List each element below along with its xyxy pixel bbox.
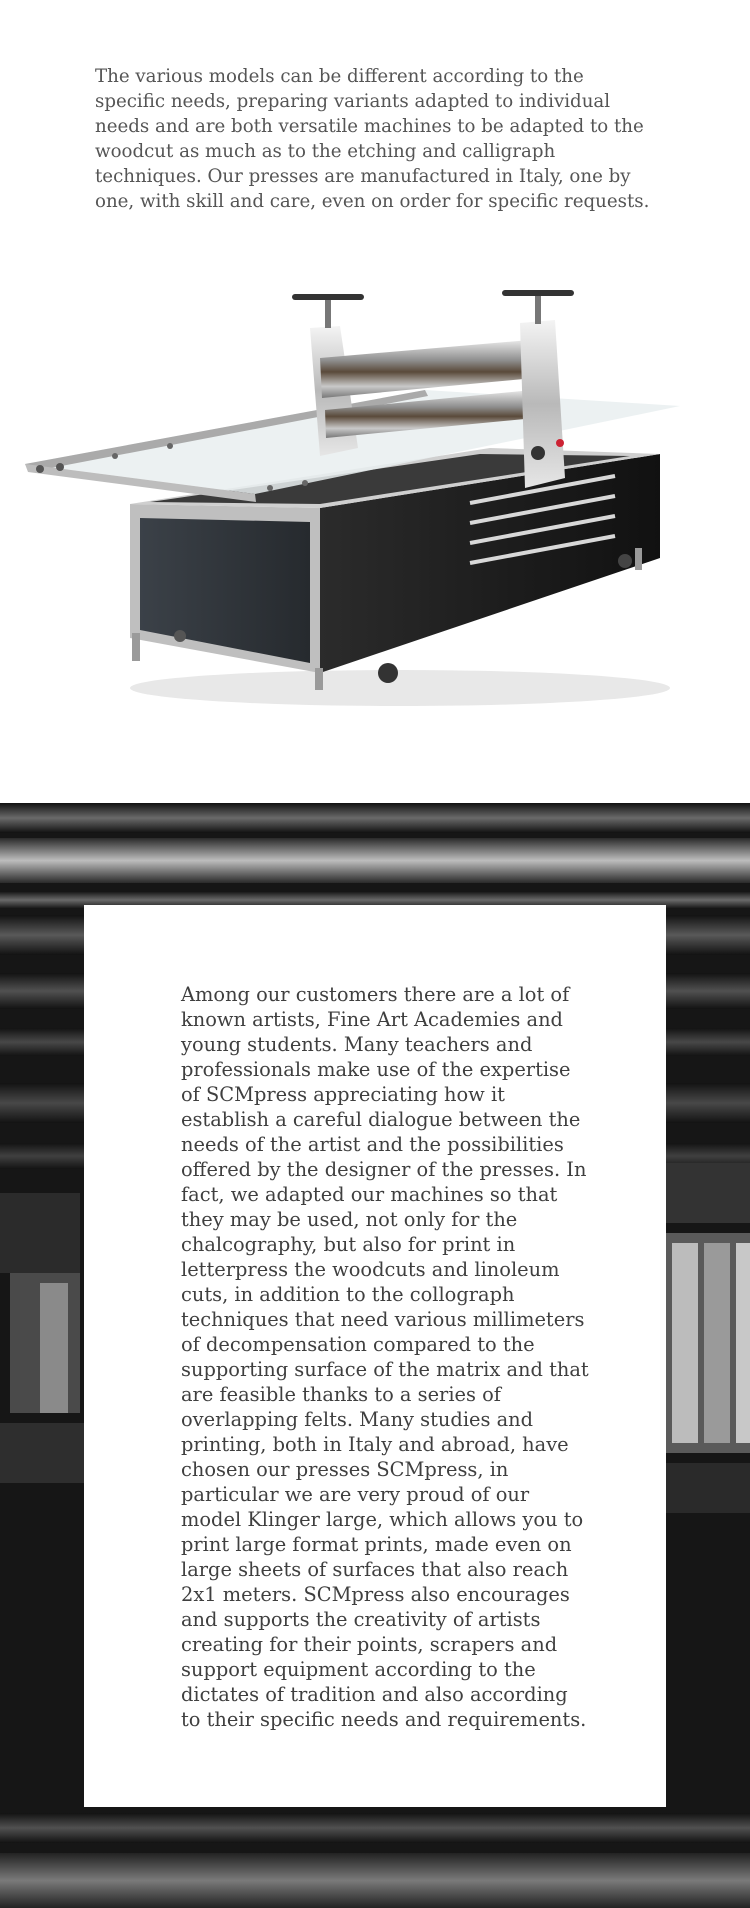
etching-press-icon [20, 278, 695, 713]
intro-paragraph: The various models can be different according to the specific needs, preparing variants adapted to individual needs and are both versatile machines to be adapted to the woodcut as much as to the etching and calligraph techniques. Our presses are manufactured in Italy, one by one, with skill and care, even on order for specific requests. [95, 66, 650, 212]
letterpress-background-section [0, 803, 750, 1908]
customers-paragraph: Among our customers there are a lot of known artists, Fine Art Academies and young students. Many teachers and professionals make use of the expertise of SCMpress appreciating how it establish a careful dialogue between the needs of the artist and the possibilities offered by the designer of the presses. In fact, we adapted our machines so that they may be used, not only for the chalcography, but also for print in letterpress the woodcuts and linoleum cuts, in addition to the collograph techniques that need various millimeters of decompensation compared to the supporting surface of the matrix and that are feasible thanks to a series of overlapping felts. Many studies and printing, both in Italy and abroad, have chosen our presses SCMpress, in particular we are very proud of our model Klinger large, which allows you to print large format prints, made even on large sheets of surfaces that also reach 2x1 meters. SCMpress also encourages and supports the creativity of artists creating for their points, scrapers and support equipment according to the dictates of tradition and also according to their specific needs and requirements. [181, 983, 589, 1731]
etching-press-image [20, 278, 695, 713]
customers-card [84, 905, 666, 1807]
